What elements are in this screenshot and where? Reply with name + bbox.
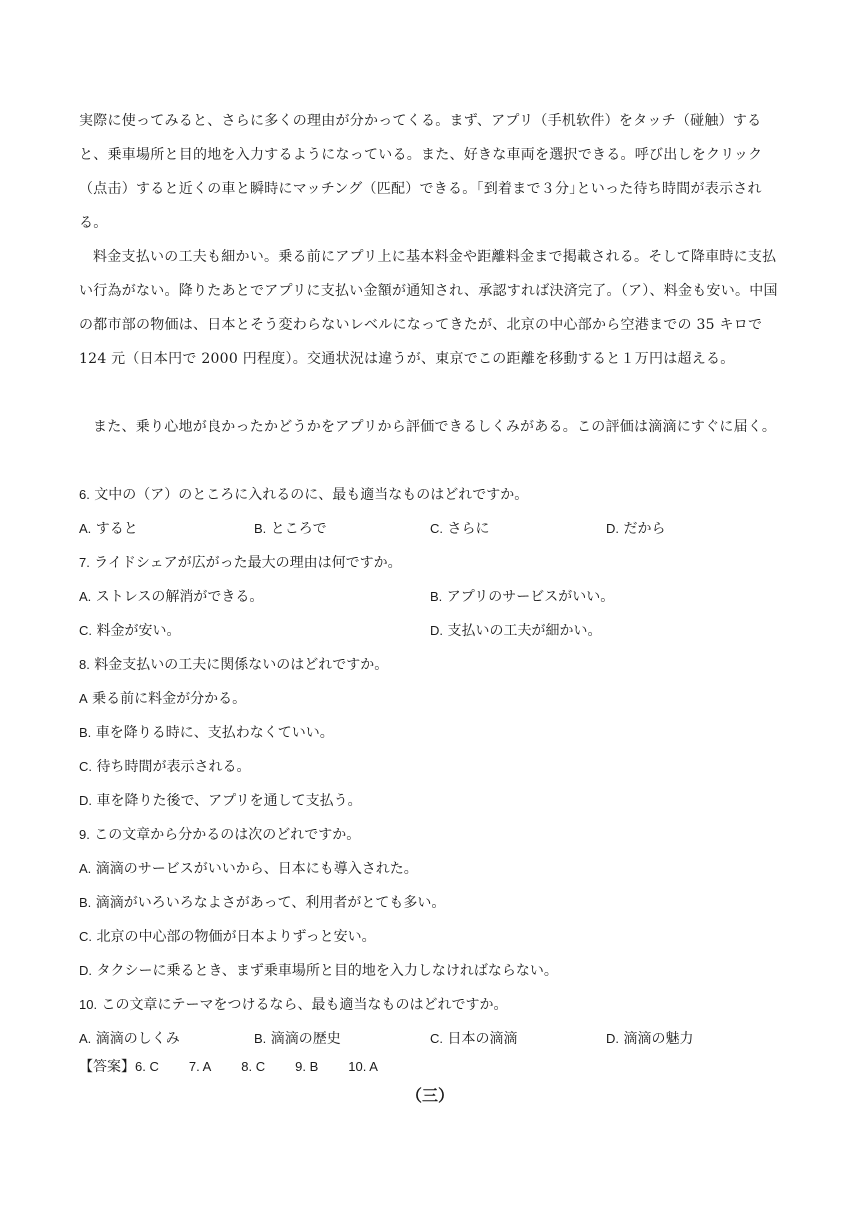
option-text: さらに — [447, 521, 490, 537]
option-9c — [79, 928, 376, 946]
question-number: 6. — [79, 487, 90, 502]
option-8c — [79, 758, 250, 776]
option-7c — [79, 622, 180, 640]
option-text: 日本の滴滴 — [447, 1031, 518, 1047]
answer-key — [79, 1058, 408, 1076]
option-text: 車を降りる時に、支払わなくていい。 — [95, 725, 334, 741]
question-7 — [79, 554, 402, 572]
question-8 — [79, 656, 388, 674]
option-label: A — [79, 691, 88, 706]
option-8d — [79, 792, 362, 810]
option-text: 滴滴の歴史 — [270, 1031, 341, 1047]
option-text: 滴滴のしくみ — [95, 1031, 180, 1047]
option-text: ストレスの解消ができる。 — [95, 589, 264, 605]
option-text: タクシーに乗るとき、まず乗車場所と目的地を入力しなければならない。 — [96, 963, 558, 979]
question-text: 文中の（ア）のところに入れるのに、最も適当なものはどれですか。 — [94, 487, 529, 503]
option-label: C. — [430, 521, 443, 536]
question-10 — [79, 996, 508, 1014]
option-10a — [79, 1030, 180, 1048]
option-text: 滴滴の魅力 — [623, 1031, 694, 1047]
option-8b — [79, 724, 334, 742]
option-7d — [430, 622, 601, 640]
option-8a — [79, 690, 246, 708]
option-label: C. — [430, 1031, 443, 1046]
option-10c — [430, 1030, 517, 1048]
answer-item: 10. A — [348, 1059, 378, 1074]
section-heading: （三） — [405, 1086, 454, 1105]
question-9 — [79, 826, 360, 844]
option-text: だから — [623, 521, 666, 537]
question-text: ライドシェアが広がった最大の理由は何ですか。 — [94, 555, 402, 571]
option-label: B. — [79, 895, 92, 910]
answer-item: 6. C — [135, 1059, 159, 1074]
option-label: D. — [430, 623, 443, 638]
option-7b — [430, 588, 614, 606]
option-6d — [606, 520, 665, 538]
option-text: ところで — [270, 521, 327, 537]
option-label: C. — [79, 759, 92, 774]
option-label: A. — [79, 861, 92, 876]
option-label: B. — [254, 521, 267, 536]
question-text: この文章にテーマをつけるなら、最も適当なものはどれですか。 — [101, 997, 508, 1013]
option-text: 支払いの工夫が細かい。 — [447, 623, 602, 639]
question-6 — [79, 486, 528, 504]
option-label: B. — [79, 725, 92, 740]
option-text: 車を降りた後で、アプリを通して支払う。 — [96, 793, 362, 809]
answer-item: 7. A — [188, 1059, 212, 1074]
option-text: 待ち時間が表示される。 — [96, 759, 251, 775]
option-6c — [430, 520, 489, 538]
option-label: D. — [79, 963, 92, 978]
question-number: 7. — [79, 555, 90, 570]
option-label: C. — [79, 929, 92, 944]
question-number: 10. — [79, 997, 98, 1012]
option-label: C. — [79, 623, 92, 638]
option-6a — [79, 520, 138, 538]
option-10b — [254, 1030, 341, 1048]
option-label: A. — [79, 1031, 92, 1046]
option-label: A. — [79, 521, 92, 536]
option-text: アプリのサービスがいい。 — [446, 589, 615, 605]
option-9b — [79, 894, 445, 912]
question-number: 8. — [79, 657, 90, 672]
option-9d — [79, 962, 558, 980]
option-9a — [79, 860, 418, 878]
option-label: A. — [79, 589, 92, 604]
option-text: すると — [95, 521, 138, 537]
answer-item: 9. B — [295, 1059, 319, 1074]
option-text: 乗る前に料金が分かる。 — [92, 691, 247, 707]
option-text: 滴滴がいろいろなよさがあって、利用者がとても多い。 — [95, 895, 446, 911]
question-number: 9. — [79, 827, 90, 842]
passage-paragraph-2: 料金支払いの工夫も細かい。乗る前にアプリ上に基本料金や距離料金まで掲載される。そして降車時に支払い行為がない。降りたあとでアプリに支払い金額が通知され、承認すれば決済完了。（ア）、料金も安い。中国の都市部の物価は、日本とそう変わらないレベルになってきたが、北京の中心部から空港までの 35 キロで 124 元（日本円で 2000 円程度）。交通状況は違うが、東京でこの距離を移動すると１万円は超える。 — [79, 249, 778, 367]
option-6b — [254, 520, 327, 538]
option-label: D. — [606, 521, 619, 536]
option-text: 滴滴のサービスがいいから、日本にも導入された。 — [95, 861, 418, 877]
answer-item: 8. C — [241, 1059, 266, 1074]
option-label: D. — [606, 1031, 619, 1046]
option-label: B. — [430, 589, 443, 604]
option-text: 北京の中心部の物価が日本よりずっと安い。 — [96, 929, 376, 945]
answer-label: 【答案】 — [79, 1059, 135, 1075]
option-text: 料金が安い。 — [96, 623, 181, 639]
passage-paragraph-1: 実際に使ってみると、さらに多くの理由が分かってくる。まず、アプリ（手机软件）をタッチ（碰触）すると、乗車場所と目的地を入力するようになっている。また、好きな車両を選択できる。呼び出しをクリック（点击）すると近くの車と瞬時にマッチング（匹配）できる。｢到着まで３分｣といった待ち時間が表示される。 — [79, 113, 763, 231]
option-label: B. — [254, 1031, 267, 1046]
option-label: D. — [79, 793, 92, 808]
question-text: この文章から分かるのは次のどれですか。 — [94, 827, 361, 843]
passage-paragraph-3: また、乗り心地が良かったかどうかをアプリから評価できるしくみがある。この評価は滴滴にすぐに届く。 — [93, 419, 777, 435]
option-10d — [606, 1030, 693, 1048]
option-7a — [79, 588, 263, 606]
question-text: 料金支払いの工夫に関係ないのはどれですか。 — [94, 657, 389, 673]
